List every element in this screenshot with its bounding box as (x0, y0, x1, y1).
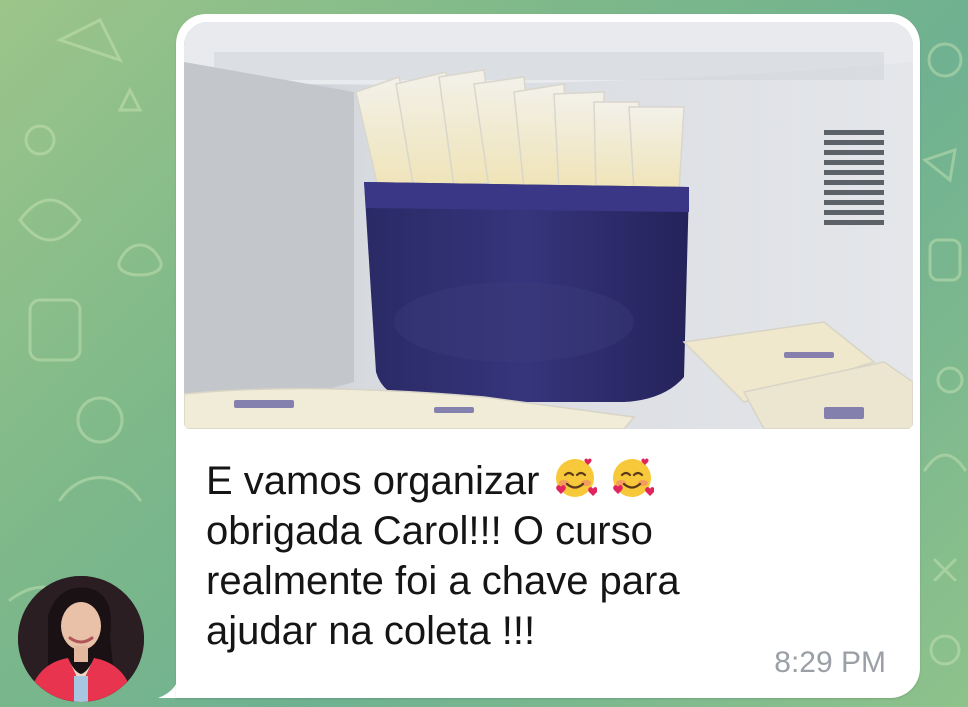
message-line-3: realmente foi a chave para (206, 559, 680, 603)
message-timestamp: 8:29 PM (774, 646, 886, 679)
message-text (206, 456, 766, 656)
message-line-1: E vamos organizar (206, 459, 540, 503)
message-photo[interactable] (184, 22, 913, 429)
sender-avatar[interactable] (18, 576, 144, 702)
smiling-face-with-hearts-icon (553, 456, 597, 500)
message-line-4: ajudar na coleta !!! (206, 609, 536, 653)
message-line-2: obrigada Carol!!! O curso (206, 509, 653, 553)
freezer-photo-illustration (184, 22, 913, 429)
avatar-woman-pink-jacket-icon (18, 576, 144, 702)
message-bubble[interactable] (176, 14, 920, 698)
smiling-face-with-hearts-icon (610, 456, 654, 500)
